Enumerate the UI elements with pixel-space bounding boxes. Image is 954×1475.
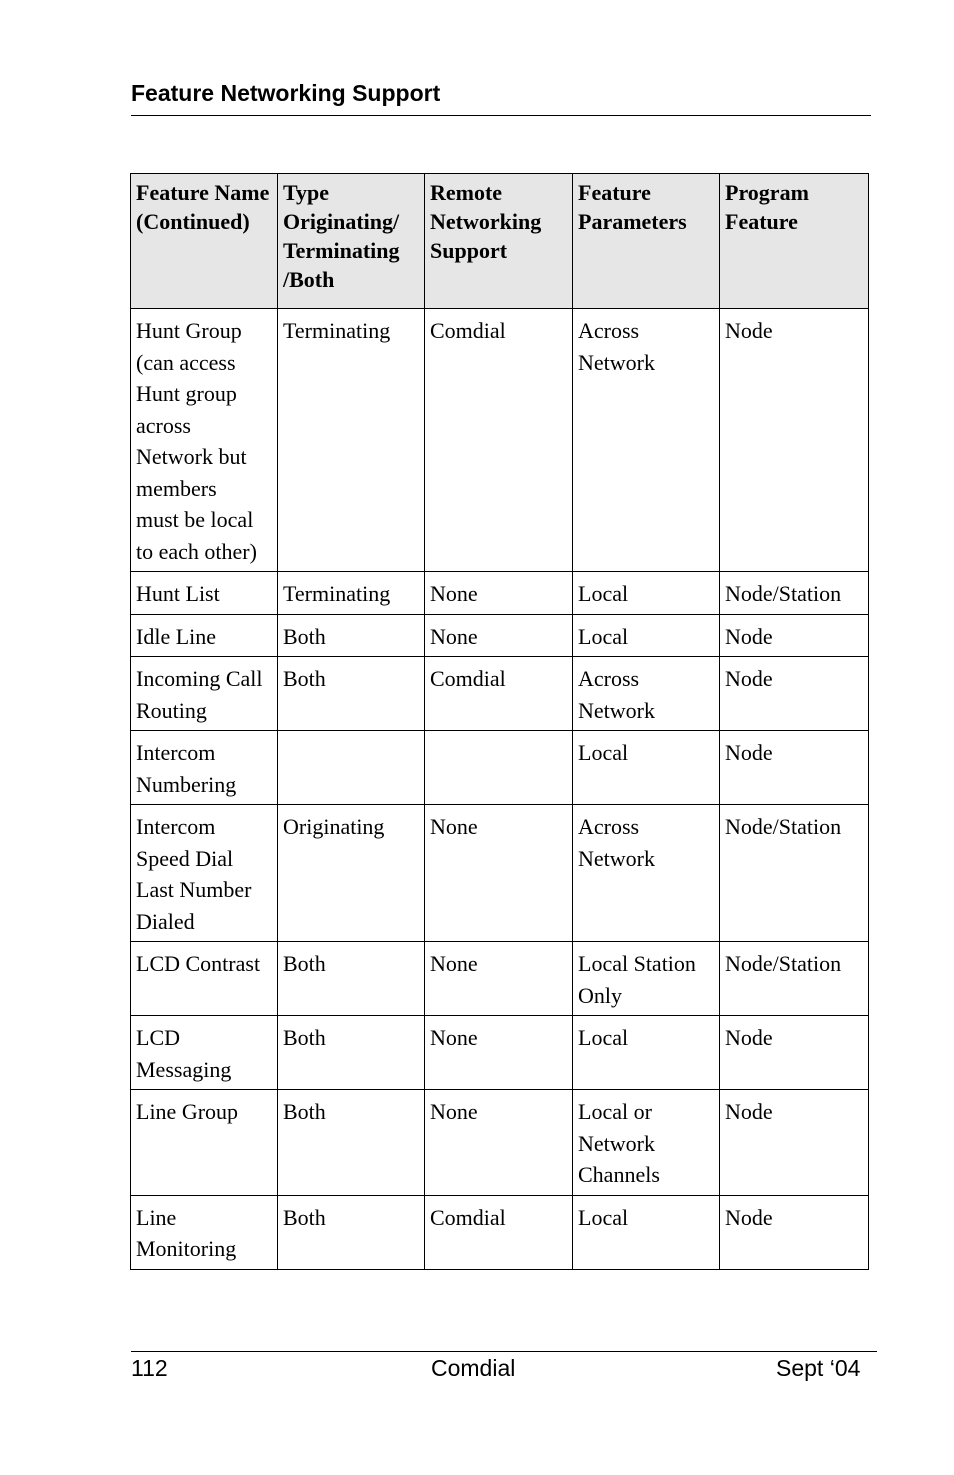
page-header-title: Feature Networking Support bbox=[131, 80, 441, 106]
cell-feature-name: LCD Messaging bbox=[131, 1016, 278, 1090]
table-header-row bbox=[131, 174, 869, 309]
column-header-remote-networking: Remote Networking Support bbox=[425, 174, 573, 309]
cell-feature-name: LCD Contrast bbox=[131, 942, 278, 1016]
cell-remote-networking: None bbox=[425, 572, 573, 615]
cell-remote-networking: None bbox=[425, 614, 573, 657]
table-row bbox=[131, 657, 869, 731]
column-header-feature-name: Feature Name (Continued) bbox=[131, 174, 278, 309]
cell-remote-networking: None bbox=[425, 1090, 573, 1196]
cell-remote-networking: Comdial bbox=[425, 657, 573, 731]
cell-type: Both bbox=[278, 942, 425, 1016]
table-row bbox=[131, 309, 869, 572]
table-row bbox=[131, 1016, 869, 1090]
cell-feature-parameters: Across Network bbox=[573, 309, 720, 572]
table-row bbox=[131, 614, 869, 657]
column-header-feature-parameters: Feature Parameters bbox=[573, 174, 720, 309]
cell-program-feature: Node bbox=[720, 614, 869, 657]
cell-feature-parameters: Local bbox=[573, 731, 720, 805]
cell-type: Both bbox=[278, 1090, 425, 1196]
cell-feature-name: Incoming Call Routing bbox=[131, 657, 278, 731]
cell-remote-networking: Comdial bbox=[425, 309, 573, 572]
cell-program-feature: Node bbox=[720, 657, 869, 731]
cell-feature-name: Intercom Speed Dial Last Number Dialed bbox=[131, 805, 278, 942]
column-header-type: Type Originating/ Terminating /Both bbox=[278, 174, 425, 309]
cell-feature-parameters: Local bbox=[573, 614, 720, 657]
cell-feature-name: Line Monitoring bbox=[131, 1195, 278, 1269]
cell-feature-parameters: Local Station Only bbox=[573, 942, 720, 1016]
cell-feature-name: Hunt Group (can access Hunt group across Network but members must be local to each other) bbox=[131, 309, 278, 572]
cell-program-feature: Node bbox=[720, 309, 869, 572]
cell-program-feature: Node bbox=[720, 1090, 869, 1196]
cell-type: Originating bbox=[278, 805, 425, 942]
table-row bbox=[131, 1090, 869, 1196]
cell-feature-parameters: Across Network bbox=[573, 657, 720, 731]
cell-feature-parameters: Across Network bbox=[573, 805, 720, 942]
cell-program-feature: Node bbox=[720, 731, 869, 805]
footer-company: Comdial bbox=[431, 1355, 516, 1381]
cell-remote-networking: None bbox=[425, 805, 573, 942]
page-number: 112 bbox=[131, 1355, 168, 1381]
cell-type: Both bbox=[278, 1016, 425, 1090]
cell-feature-parameters: Local bbox=[573, 1195, 720, 1269]
cell-feature-name: Idle Line bbox=[131, 614, 278, 657]
table-row bbox=[131, 942, 869, 1016]
cell-program-feature: Node/Station bbox=[720, 942, 869, 1016]
header-divider bbox=[131, 115, 871, 116]
table-row bbox=[131, 731, 869, 805]
cell-type: Terminating bbox=[278, 309, 425, 572]
cell-remote-networking: None bbox=[425, 942, 573, 1016]
cell-program-feature: Node/Station bbox=[720, 572, 869, 615]
cell-feature-parameters: Local or Network Channels bbox=[573, 1090, 720, 1196]
footer-divider bbox=[131, 1351, 877, 1352]
cell-feature-parameters: Local bbox=[573, 572, 720, 615]
table-row bbox=[131, 805, 869, 942]
cell-program-feature: Node bbox=[720, 1016, 869, 1090]
cell-feature-name: Intercom Numbering bbox=[131, 731, 278, 805]
column-header-program-feature: Program Feature bbox=[720, 174, 869, 309]
cell-type: Both bbox=[278, 614, 425, 657]
table-row bbox=[131, 572, 869, 615]
cell-feature-parameters: Local bbox=[573, 1016, 720, 1090]
cell-remote-networking: None bbox=[425, 1016, 573, 1090]
cell-feature-name: Line Group bbox=[131, 1090, 278, 1196]
table-row bbox=[131, 1195, 869, 1269]
footer-date: Sept ‘04 bbox=[776, 1355, 861, 1381]
cell-type: Terminating bbox=[278, 572, 425, 615]
cell-type: Both bbox=[278, 1195, 425, 1269]
cell-remote-networking: Comdial bbox=[425, 1195, 573, 1269]
cell-program-feature: Node/Station bbox=[720, 805, 869, 942]
cell-remote-networking bbox=[425, 731, 573, 805]
cell-program-feature: Node bbox=[720, 1195, 869, 1269]
cell-type bbox=[278, 731, 425, 805]
cell-type: Both bbox=[278, 657, 425, 731]
feature-table bbox=[130, 173, 869, 1270]
cell-feature-name: Hunt List bbox=[131, 572, 278, 615]
